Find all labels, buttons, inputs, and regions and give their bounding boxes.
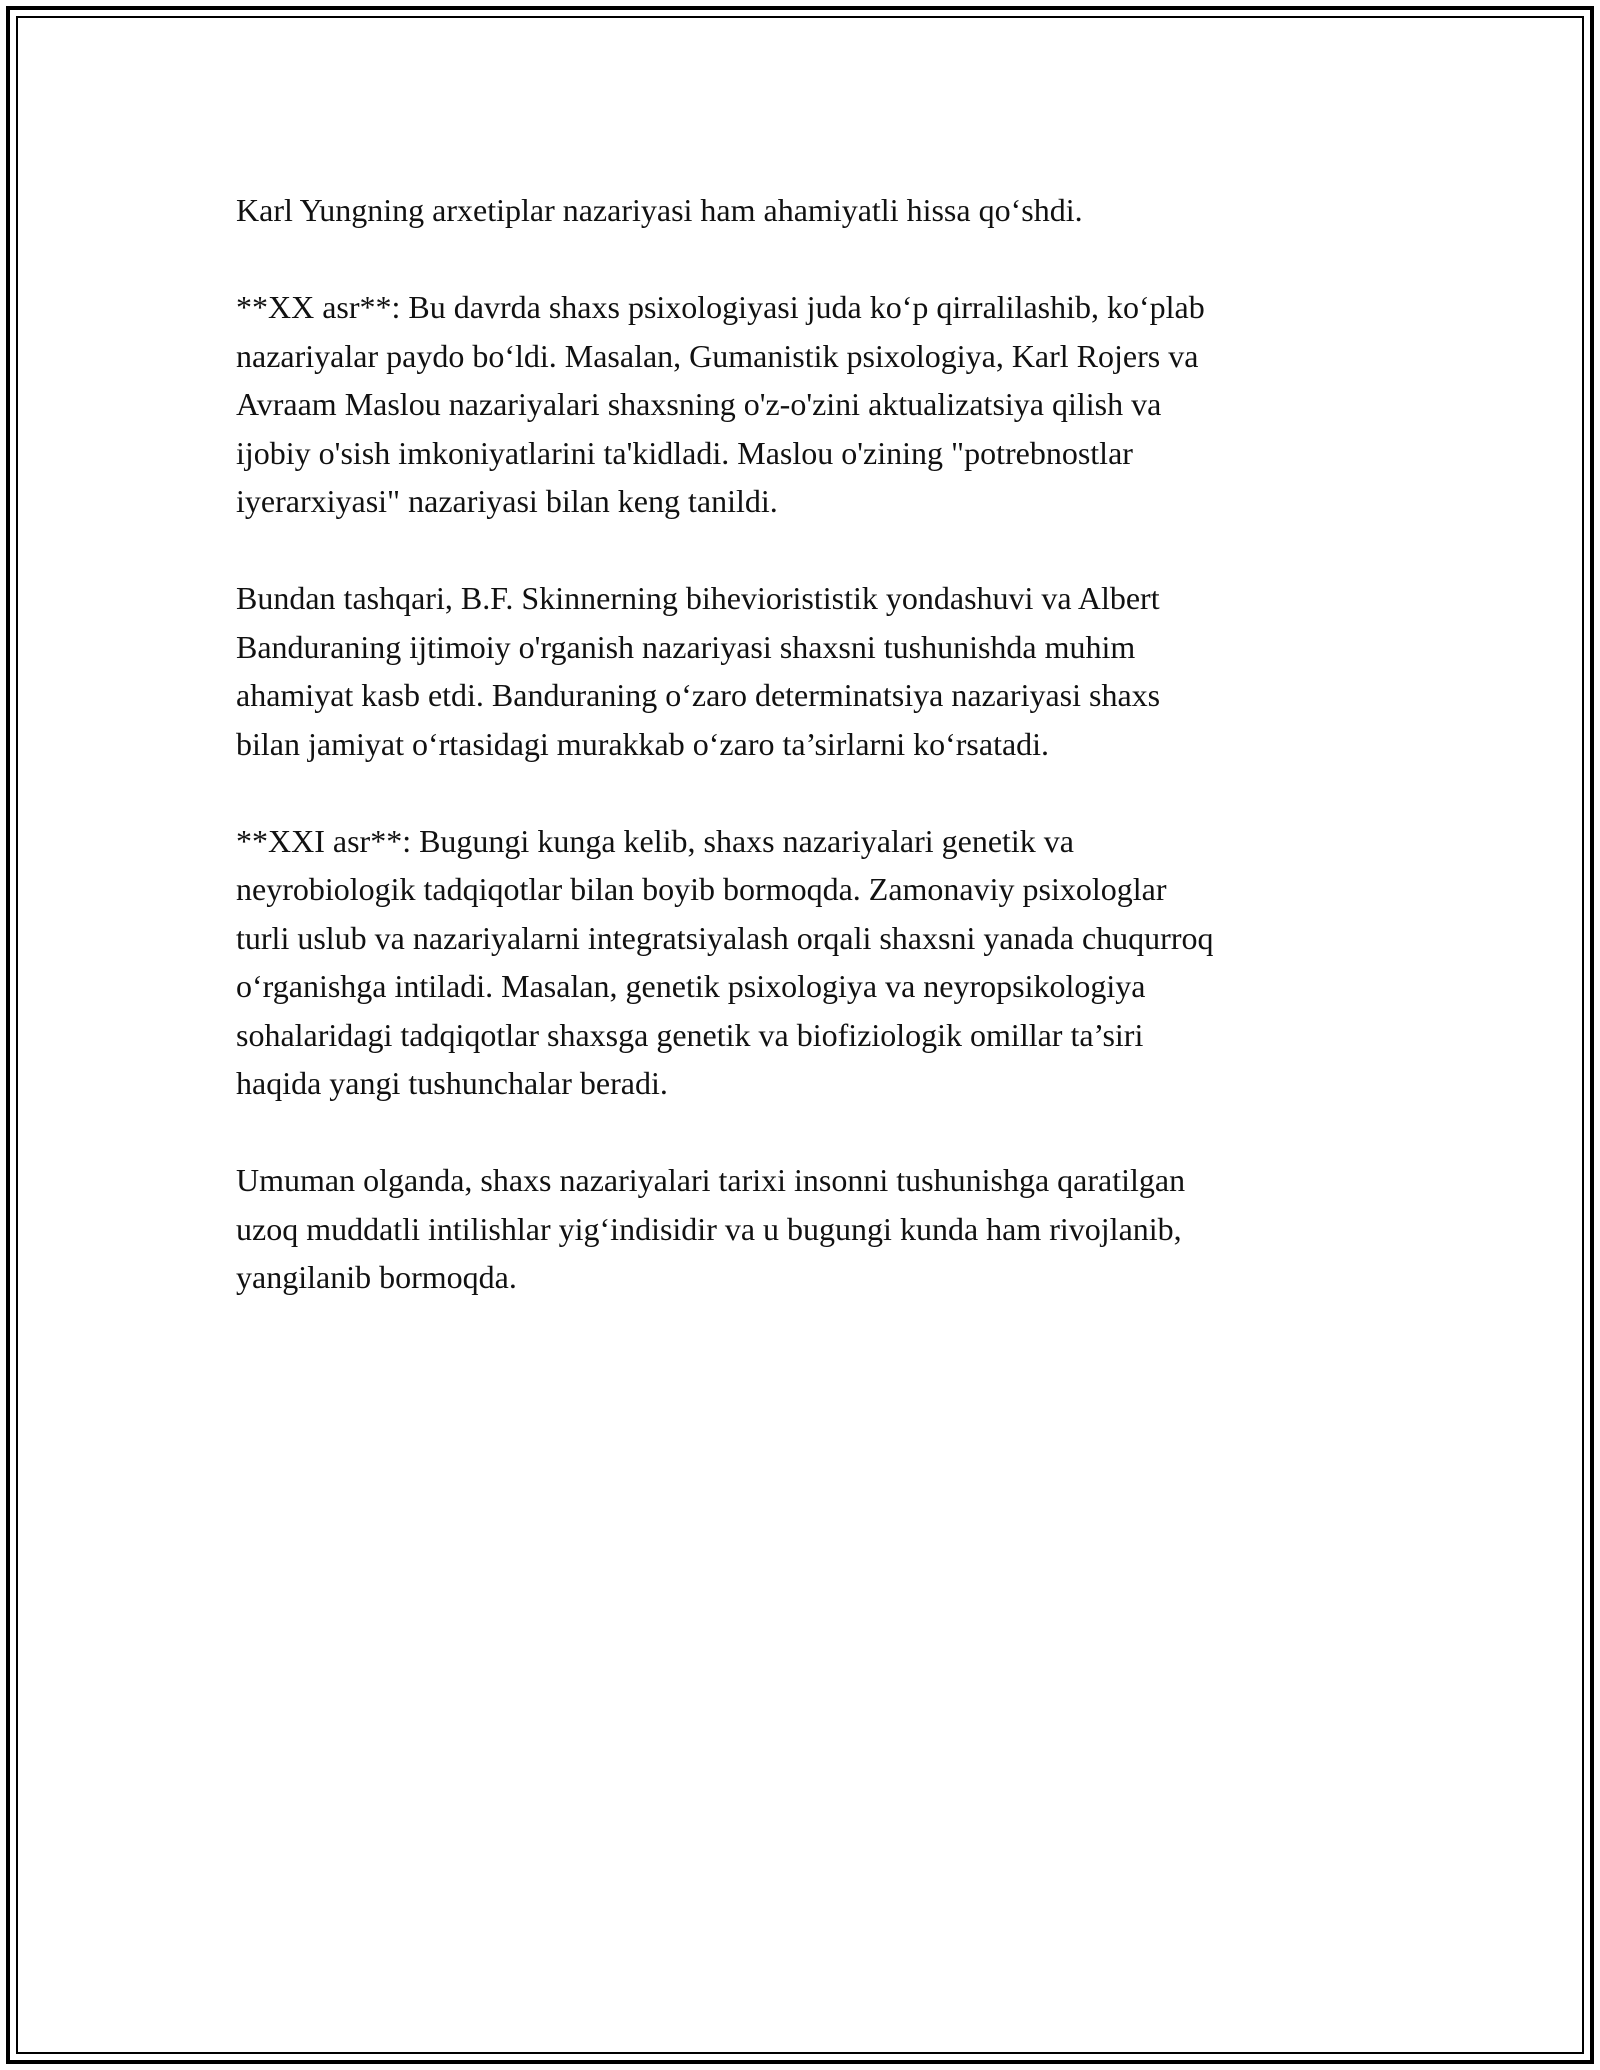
paragraph-20th-century: **XX asr**: Bu davrda shaxs psixologiyasi juda ko‘p qirralilashib, ko‘plab nazariyalar paydo bo‘ldi. Masalan, Gumanistik psixologiya, Karl Rojers va Avraam Maslou nazariyalari shaxsning o'z-o'zini aktualizatsiya qilish va ijobiy o'sish imkoniyatlarini ta'kidladi. Maslou o'zining "potrebnostlar iyerarxiyasi" nazariyasi bilan keng tanildi. [236,289,1205,519]
paragraph-21st-century: **XXI asr**: Bugungi kunga kelib, shaxs nazariyalari genetik va neyrobiologik tadqiqotlar bilan boyib bormoqda. Zamonaviy psixologlar turli uslub va nazariyalarni integratsiyalash orqali shaxsni yanada chuqurroq o‘rganishga intiladi. Masalan, genetik psixologiya va neyropsikologiya sohalaridagi tadqiqotlar shaxsga genetik va biofiziologik omillar ta’siri haqida yangi tushunchalar beradi. [236,822,1214,1101]
document-body [236,186,1366,1350]
paragraph-conclusion: Umuman olganda, shaxs nazariyalari tarixi insonni tushunishga qaratilgan uzoq muddatli intilishlar yig‘indisidir va u bugungi kunda ham rivojlanib, yangilanib bormoqda. [236,1162,1186,1295]
paragraph-skinner-bandura: Bundan tashqari, B.F. Skinnerning biheviorististik yondashuvi va Albert Banduraning ijtimoiy o'rganish nazariyasi shaxsni tushunishda muhim ahamiyat kasb etdi. Banduraning o‘zaro determinatsiya nazariyasi shaxs bilan jamiyat o‘rtasidagi murakkab o‘zaro ta’sirlarni ko‘rsatadi. [236,580,1161,762]
paragraph-jung: Karl Yungning arxetiplar nazariyasi ham ahamiyatli hissa qo‘shdi. [236,192,1083,228]
